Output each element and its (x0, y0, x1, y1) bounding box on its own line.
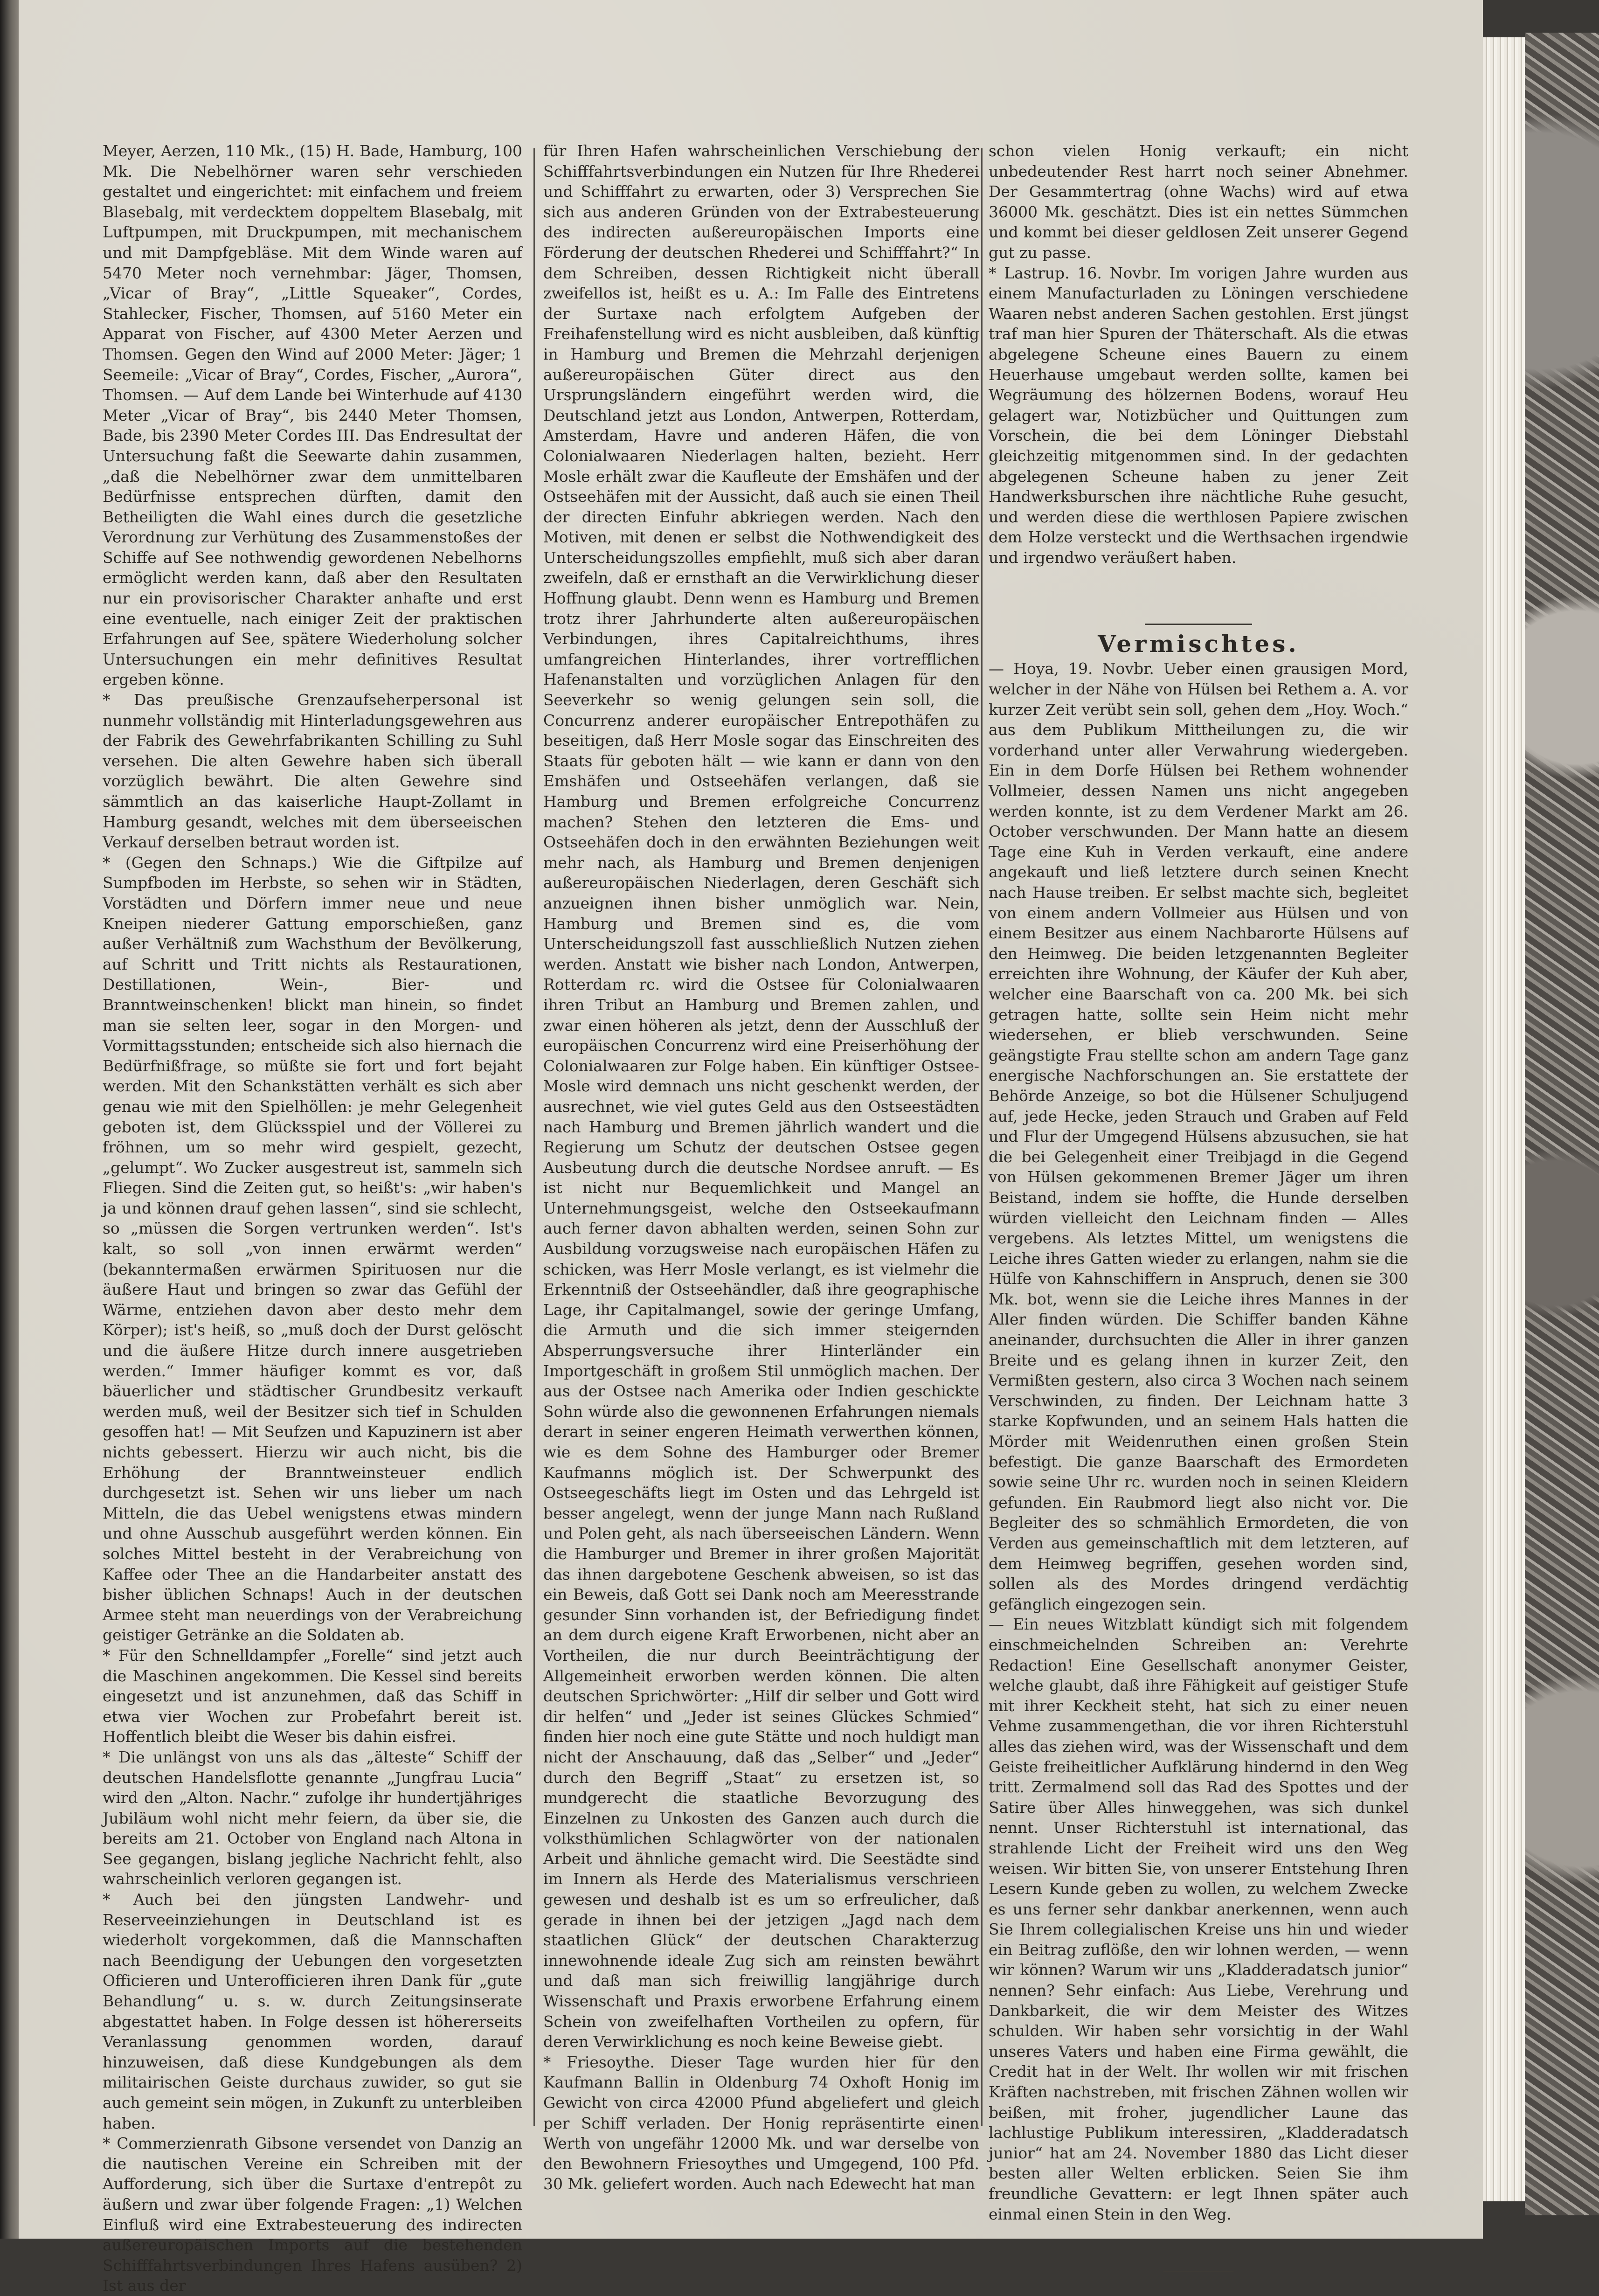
paragraph: Meyer, Aerzen, 110 Mk., (15) H. Bade, Hamburg, 100 Mk. Die Nebelhörner waren sehr verschieden gestaltet und eingerichtet: mit einfachem und freiem Blasebalg, mit verdecktem doppeltem Blasebalg, mit Luftpumpen, mit Druckpumpen, mit mechanischem und mit Dampfgebläse. Mit dem Winde waren auf 5470 Meter noch vernehmbar: Jäger, Thomsen, „Vicar of Bray“, „Little Squeaker“, Cordes, Stahlecker, Fischer, Thomsen, auf 5160 Meter ein Apparat von Fischer, auf 4300 Meter Aerzen und Thomsen. Gegen den Wind auf 2000 Meter: Jäger; 1 Seemeile: „Vicar of Bray“, Cordes, Fischer, „Aurora“, Thomsen. — Auf dem Lande bei Winterhude auf 4130 Meter „Vicar of Bray“, bis 2440 Meter Thomsen, Bade, bis 2390 Meter Cordes III. Das Endresultat der Untersuchung faßt die Seewarte dahin zusammen, „daß die Nebelhörner zwar dem unmittelbaren Bedürfnisse entsprechen dürften, damit den Betheiligten die Wahl eines durch die gesetzliche Verordnung zur Verhütung des Zusammenstoßes der Schiffe auf See nothwendig gewordenen Nebelhorns ermöglicht werden kann, daß aber den Resultaten nur ein provisorischer Charakter anhafte und erst eine eventuelle, nach einiger Zeit der praktischen Erfahrungen auf See, spätere Wiederholung solcher Untersuchungen ein mehr definitives Resultat ergeben könne. (103, 142, 522, 689)
left-page-edge (0, 0, 19, 2239)
column-3 (989, 141, 1408, 2223)
column-1 (103, 141, 522, 2295)
paragraph: * Für den Schnelldampfer „Forelle“ sind jetzt auch die Maschinen angekommen. Die Kessel sind bereits eingesetzt und ist anzunehmen, daß das Schiff in etwa vier Wochen zur Probefahrt bereit ist. Hoffentlich bleibt die Weser bis dahin eisfrei. (103, 1646, 522, 1746)
paragraph: * Das preußische Grenzaufseherpersonal ist nunmehr vollständig mit Hinterladungsgewehren aus der Fabrik des Gewehrfabrikanten Schilling zu Suhl versehen. Die alten Gewehre haben sich überall vorzüglich bewährt. Die alten Gewehre sind sämmtlich an das kaiserliche Haupt-Zollamt in Hamburg gesandt, welches mit dem überseeischen Verkauf derselben betraut worden ist. (103, 691, 522, 852)
paragraph: * Commerzienrath Gibsone versendet von Danzig an die nautischen Vereine ein Schreiben mit der Aufforderung, sich über die Surtaxe d'entrepôt zu äußern und zwar über folgende Fragen: „1) Welchen Einfluß wird eine Extrabesteuerung des indirecten außereuropäischen Imports auf die bestehenden Schifffahrtsverbindungen Ihres Hafens ausüben? 2) Ist aus der (103, 2134, 522, 2295)
column-divider (533, 148, 535, 2126)
paragraph: — Hoya, 19. Novbr. Ueber einen grausigen Mord, welcher in der Nähe von Hülsen bei Rethem a. A. vor kurzer Zeit verübt sein soll, gehen dem „Hoy. Woch.“ aus dem Publikum Mittheilungen zu, die wir vorderhand unter aller Verwahrung wiedergeben. Ein in dem Dorfe Hülsen bei Rethem wohnender Vollmeier, dessen Namen uns nicht angegeben werden konnte, ist zu dem Verdener Markt am 26. October verschwunden. Der Mann hatte an diesem Tage eine Kuh in Verden verkauft, eine andere angekauft und ließ letztere durch seinen Knecht nach Hause treiben. Er selbst machte sich, begleitet von einem andern Vollmeier aus Hülsen und von einem Besitzer aus einem Nachbarorte Hülsens auf den Heimweg. Die beiden letzgenannten Begleiter erreichten ihre Wohnung, der Käufer der Kuh aber, welcher eine Baarschaft von ca. 200 Mk. bei sich getragen hatte, sollte sein Heim nicht mehr wiedersehen, er blieb verschwunden. Seine geängstigte Frau stellte schon am andern Tage ganz energische Nachforschungen an. Sie erstattete der Behörde Anzeige, so bot die Hülsener Schuljugend auf, jede Hecke, jeden Strauch und Graben auf Feld und Flur der Umgegend Hülsens abzusuchen, sie hat die bei Gelegenheit einer Treibjagd in die Gegend von Hülsen gekommenen Bremer Jäger um ihren Beistand, indem sie hoffte, die Hunde derselben würden vielleicht den Leichnam finden — Alles vergebens. Als letztes Mittel, um wenigstens die Leiche ihres Gatten wieder zu erlangen, nahm sie die Hülfe von Kahnschiffern in Anspruch, denen sie 300 Mk. bot, wenn sie die Leiche ihres Mannes in der Aller finden würden. Die Schiffer banden Kähne aneinander, durchsuchten die Aller in ihrer ganzen Breite und es gelang ihnen in kurzer Zeit, den Vermißten gestern, also circa 3 Wochen nach seinem Verschwinden, zu finden. Der Leichnam hatte 3 starke Kopfwunden, und an seinem Hals hatten die Mörder mit Weidenruthen einen großen Stein befestigt. Die ganze Baarschaft des Ermordeten sowie seine Uhr rc. wurden noch in seinen Kleidern gefunden. Ein Raubmord liegt also nicht vor. Die Begleiter des so schmählich Ermordeten, die von Verden aus gemeinschaftlich mit dem letzteren, auf dem Heimweg begriffen, gesehen worden sind, sollen als des Mordes dringend verdächtig gefänglich eingezogen sein. (989, 659, 1408, 1613)
paragraph: * Lastrup. 16. Novbr. Im vorigen Jahre wurden aus einem Manufacturladen zu Löningen verschiedene Waaren nebst anderen Sachen gestohlen. Erst jüngst traf man hier Spuren der Thäterschaft. Als die etwas abgelegene Scheune eines Bauern zu einem Heuerhause umgebaut werden sollte, kamen bei Wegräumung des hölzernen Bodens, worauf Heu gelagert war, Notizbücher und Quittungen zum Vorschein, die bei dem Löninger Diebstahl gleichzeitig mitgenommen sind. In der gedachten abgelegenen Scheune haben zu jener Zeit Handwerksburschen ihre nächtliche Ruhe gesucht, und werden diese die werthlosen Papiere zwischen dem Holze versteckt und die Werthsachen irgendwie und irgendwo veräußert haben. (989, 264, 1408, 567)
section-rule (1145, 624, 1252, 625)
paragraph: für Ihren Hafen wahrscheinlichen Verschiebung der Schifffahrtsverbindungen ein Nutzen für Ihre Rhederei und Schifffahrt zu erwarten, oder 3) Versprechen Sie sich aus anderen Gründen von der Extrabesteuerung des indirecten außereuropäischen Imports eine Förderung der deutschen Rhederei und Schifffahrt?“ In dem Schreiben, dessen Richtigkeit nicht überall zweifellos ist, heißt es u. A.: Im Falle des Eintretens der Surtaxe nach erfolgtem Aufgeben der Freihafenstellung wird es nicht ausbleiben, daß künftig in Hamburg und Bremen die Mehrzahl derjenigen außereuropäischen Güter direct aus den Ursprungsländern eingeführt werden wird, die Deutschland jetzt aus London, Antwerpen, Rotterdam, Amsterdam, Havre und anderen Häfen, die von Colonialwaaren Niederlagen halten, bezieht. Herr Mosle erhält zwar die Kaufleute der Emshäfen und der Ostseehäfen mit der Aussicht, daß auch sie einen Theil der directen Einfuhr abkriegen werden. Nach den Motiven, mit denen er selbst die Nothwendigkeit des Unterscheidungszolles empfiehlt, muß sich aber daran zweifeln, daß er ernsthaft an die Verwirklichung dieser Hoffnung glaubt. Denn wenn es Hamburg und Bremen trotz ihrer Jahrhunderte alten außereuropäischen Verbindungen, ihres Capitalreichthums, ihres umfangreichen Hinterlandes, ihrer vortrefflichen Hafenanstalten und vorzüglichen Anlagen für den Seeverkehr so wenig gelungen sein soll, die Concurrenz anderer europäischer Entrepothäfen zu beseitigen, daß Herr Mosle sogar das Einschreiten des Staats für geboten hält — wie kann er dann von den Emshäfen und Ostseehäfen verlangen, daß sie Hamburg und Bremen erfolgreiche Concurrenz machen? Stehen den letzteren die Ems- und Ostseehäfen doch in den erwähnten Beziehungen weit mehr nach, als Hamburg und Bremen denjenigen außereuropäischen Niederlagen, deren Geschäft sich anzueignen ihnen bisher unmöglich war. Nein, Hamburg und Bremen sind es, die vom Unterscheidungszoll fast ausschließlich Nutzen ziehen werden. Anstatt wie bisher nach London, Antwerpen, Rotterdam rc. wird die Ostsee für Colonialwaaren ihren Tribut an Hamburg und Bremen zahlen, und zwar einen höheren als jetzt, denn der Ausschluß der europäischen Concurrenz wird eine Preiserhöhung der Colonialwaaren zur Folge haben. Ein künftiger Ostsee-Mosle wird demnach uns nicht geschenkt werden, der ausrechnet, wie viel gutes Geld aus den Ostseestädten nach Hamburg und Bremen jährlich wandert und die Regierung um Schutz der deutschen Ostsee gegen Ausbeutung durch die deutsche Nordsee anruft. — Es ist nicht nur Bequemlichkeit und Mangel an Unternehmungsgeist, welche den Ostseekaufmann auch ferner davon abhalten werden, seinen Sohn zur Ausbildung vorzugsweise nach europäischen Häfen zu schicken, was Herr Mosle verlangt, es ist vielmehr die Erkenntniß der Ostseehändler, daß ihre geographische Lage, ihr Capitalmangel, sowie der geringe Umfang, die Armuth und die sich immer steigernden Absperrungsversuche ihrer Hinterländer ein Importgeschäft in großem Stil unmöglich machen. Der aus der Ostsee nach Amerika oder Indien geschickte Sohn würde also die gewonnenen Erfahrungen niemals derart in seiner engeren Heimath verwerthen können, wie es dem Sohne des Hamburger oder Bremer Kaufmanns möglich ist. Der Schwerpunkt des Ostseegeschäfts liegt im Osten und das Lehrgeld ist besser angelegt, wenn der junge Mann nach Rußland und Polen geht, als nach überseeischen Ländern. Wenn die Hamburger und Bremer in ihrer großen Majorität das ihnen dargebotene Geschenk abweisen, so ist das ein Beweis, daß Gott sei Dank noch am Meeresstrande gesunder Sinn vorhanden ist, der Befriedigung findet an dem durch eigene Kraft Erworbenen, nicht aber an Vortheilen, die nur durch Beeinträchtigung der Allgemeinheit erworben werden können. Die alten deutschen Sprichwörter: „Hilf dir selber und Gott wird dir helfen“ und „Jeder ist seines Glückes Schmied“ finden hier noch eine gute Stätte und noch huldigt man nicht der Anschauung, daß das „Selber“ und „Jeder“ durch den Begriff „Staat“ zu ersetzen ist, so mundgerecht die staatliche Bevorzugung des Einzelnen zu Unkosten des Ganzen auch durch die volksthümlichen Schlagwörter von der nationalen Arbeit und ähnliche gemacht wird. Die Seestädte sind im Innern als Herde des Materialismus verschrieen gewesen und deshalb ist es um so erfreulicher, daß gerade in ihnen bei der jetzigen „Jagd nach dem staatlichen Glück“ der deutschen Charakterzug innewohnende ideale Zug sich am reinsten bewährt und daß man sich freiwillig langjährige durch Wissenschaft und Praxis erworbene Erfahrung einem Schein von zweifelhaften Vortheilen zu opfern, für deren Verwirklichung es noch keine Beweise giebt. (543, 142, 979, 2051)
section-heading: Vermischtes. (1098, 630, 1299, 658)
paragraph: * Auch bei den jüngsten Landwehr- und Reserveeinziehungen in Deutschland ist es wiederholt vorgekommen, daß die Mannschaften nach Beendigung der Uebungen den vorgesetzten Officieren und Unterofficieren ihren Dank für „gute Behandlung“ u. s. w. durch Zeitungsinserate abgestattet haben. In Folge dessen ist höhererseits Veranlassung genommen worden, darauf hinzuweisen, daß diese Kundgebungen als dem militairischen Geiste durchaus zuwider, so gut sie auch gemeint sein mögen, in Zukunft zu unterbleiben haben. (103, 1890, 522, 2132)
newspaper-page (19, 0, 1483, 2295)
marbled-book-edge (1525, 33, 1599, 2215)
stacked-page-edges (1483, 37, 1525, 2201)
paragraph: * Die unlängst von uns als das „älteste“ Schiff der deutschen Handelsflotte genannte „Jungfrau Lucia“ wird den „Alton. Nachr.“ zufolge ihr hundertjähriges Jubiläum wohl nicht mehr feiern, da über sie, die bereits am 21. October von England nach Altona in See gegangen, bislang jegliche Nachricht fehlt, also wahrscheinlich verloren gegangen ist. (103, 1748, 522, 1888)
paragraph: — Ein neues Witzblatt kündigt sich mit folgendem einschmeichelnden Schreiben an: Verehrte Redaction! Eine Gesellschaft anonymer Geister, welche glaubt, daß ihre Fähigkeit auf geistiger Stufe mit ihrer Keckheit steht, hat sich zu einer neuen Vehme zusammengethan, die vor ihren Richterstuhl alles das ziehen wird, was der Wissenschaft und dem Geiste freiheitlicher Aufklärung hindernd in den Weg tritt. Zermalmend soll das Rad des Spottes und der Satire über Alles hinweggehen, was sich dunkel nennt. Unser Richterstuhl ist international, das strahlende Licht der Freiheit wird uns den Weg weisen. Wir bitten Sie, von unserer Entstehung Ihren Lesern Kunde geben zu wollen, zu welchem Zwecke es uns ferner sehr dankbar anerkennen, wenn auch Sie Ihrem collegialischen Kreise uns hin und wieder ein Beitrag zuflöße, den wir lohnen werden, — wenn wir können? Warum wir uns „Kladderadatsch junior“ nennen? Sehr einfach: Aus Liebe, Verehrung und Dankbarkeit, die wir dem Meister des Witzes schulden. Wir haben sehr vorsichtig in der Wahl unseres Vaters und haben eine Firma gewählt, die Credit hat in der Welt. Ihr wollen wir mit frischen Kräften nachstreben, mit frischen Zähnen wollen wir beißen, mit froher, jugendlicher Laune das lachlustige Publikum interessiren, „Kladderadatsch junior“ hat am 24. November 1880 das Licht dieser besten aller Welten erblicken. Seien Sie ihm freundliche Gevattern: er legt Ihnen später auch einmal einen Stein in den Weg. (989, 1615, 1408, 2223)
paragraph: * Friesoythe. Dieser Tage wurden hier für den Kaufmann Ballin in Oldenburg 74 Oxhoft Honig im Gewicht von circa 42000 Pfund abgeliefert und gleich per Schiff verladen. Der Honig repräsentirte einen Werth von ungefähr 12000 Mk. und war derselbe von den Bewohnern Friesoythes und Umgegend, 100 Pfd. 30 Mk. geliefert worden. Auch nach Edewecht hat man (543, 2053, 979, 2193)
column-2 (543, 141, 979, 2193)
paragraph: schon vielen Honig verkauft; ein nicht unbedeutender Rest harrt noch seiner Abnehmer. Der Gesammtertrag (ohne Wachs) wird auf etwa 36000 Mk. geschätzt. Dies ist ein nettes Sümmchen und kommt bei dieser geldlosen Zeit unserer Gegend gut zu passe. (989, 142, 1408, 262)
column-divider (981, 148, 983, 2126)
end-rule (1163, 2271, 1233, 2272)
paragraph: * (Gegen den Schnaps.) Wie die Giftpilze auf Sumpfboden im Herbste, so sehen wir in Städten, Vorstädten und Dörfern immer neue und neue Kneipen niederer Gattung emporschießen, ganz außer Verhältniß zum Wachsthum der Bevölkerung, auf Schritt und Tritt nichts als Restaurationen, Destillationen, Wein-, Bier- und Branntweinschenken! blickt man hinein, so findet man sie selten leer, sogar in den Morgen- und Vormittagsstunden; entscheide sich also hiernach die Bedürfnißfrage, so müßte sie fort und fort bejaht werden. Mit den Schankstätten verhält es sich aber genau wie mit den Spielhöllen: je mehr Gelegenheit geboten ist, dem Glücksspiel und der Völlerei zu fröhnen, um so mehr wird gespielt, gezecht, „gelumpt“. Wo Zucker ausgestreut ist, sammeln sich Fliegen. Sind die Zeiten gut, so heißt's: „wir haben's ja und können drauf gehen lassen“, sind sie schlecht, so „müssen die Sorgen vertrunken werden“. Ist's kalt, so soll „von innen erwärmt werden“ (bekanntermaßen erwärmen Spirituosen nur die äußere Haut und bringen so zwar das Gefühl der Wärme, entziehen davon aber desto mehr dem Körper); ist's heiß, so „muß doch der Durst gelöscht und die äußere Hitze durch innere ausgetrieben werden.“ Immer häufiger kommt es vor, daß bäuerlicher und städtischer Grundbesitz verkauft werden muß, weil der Besitzer sich tief in Schulden gesoffen hat! — Mit Seufzen und Kapuzinern ist aber nichts gebessert. Hierzu wir auch nicht, bis die Erhöhung der Branntweinsteuer endlich durchgesetzt ist. Sehen wir uns lieber um nach Mitteln, die das Uebel wenigstens etwas mindern und ohne Ausschub ausgeführt werden können. Ein solches Mittel besteht in der Verabreichung von Kaffee oder Thee an die Handarbeiter anstatt des bisher üblichen Schnaps! Auch in der deutschen Armee steht man neuerdings von der Verabreichung geistiger Getränke an die Soldaten ab. (103, 853, 522, 1644)
